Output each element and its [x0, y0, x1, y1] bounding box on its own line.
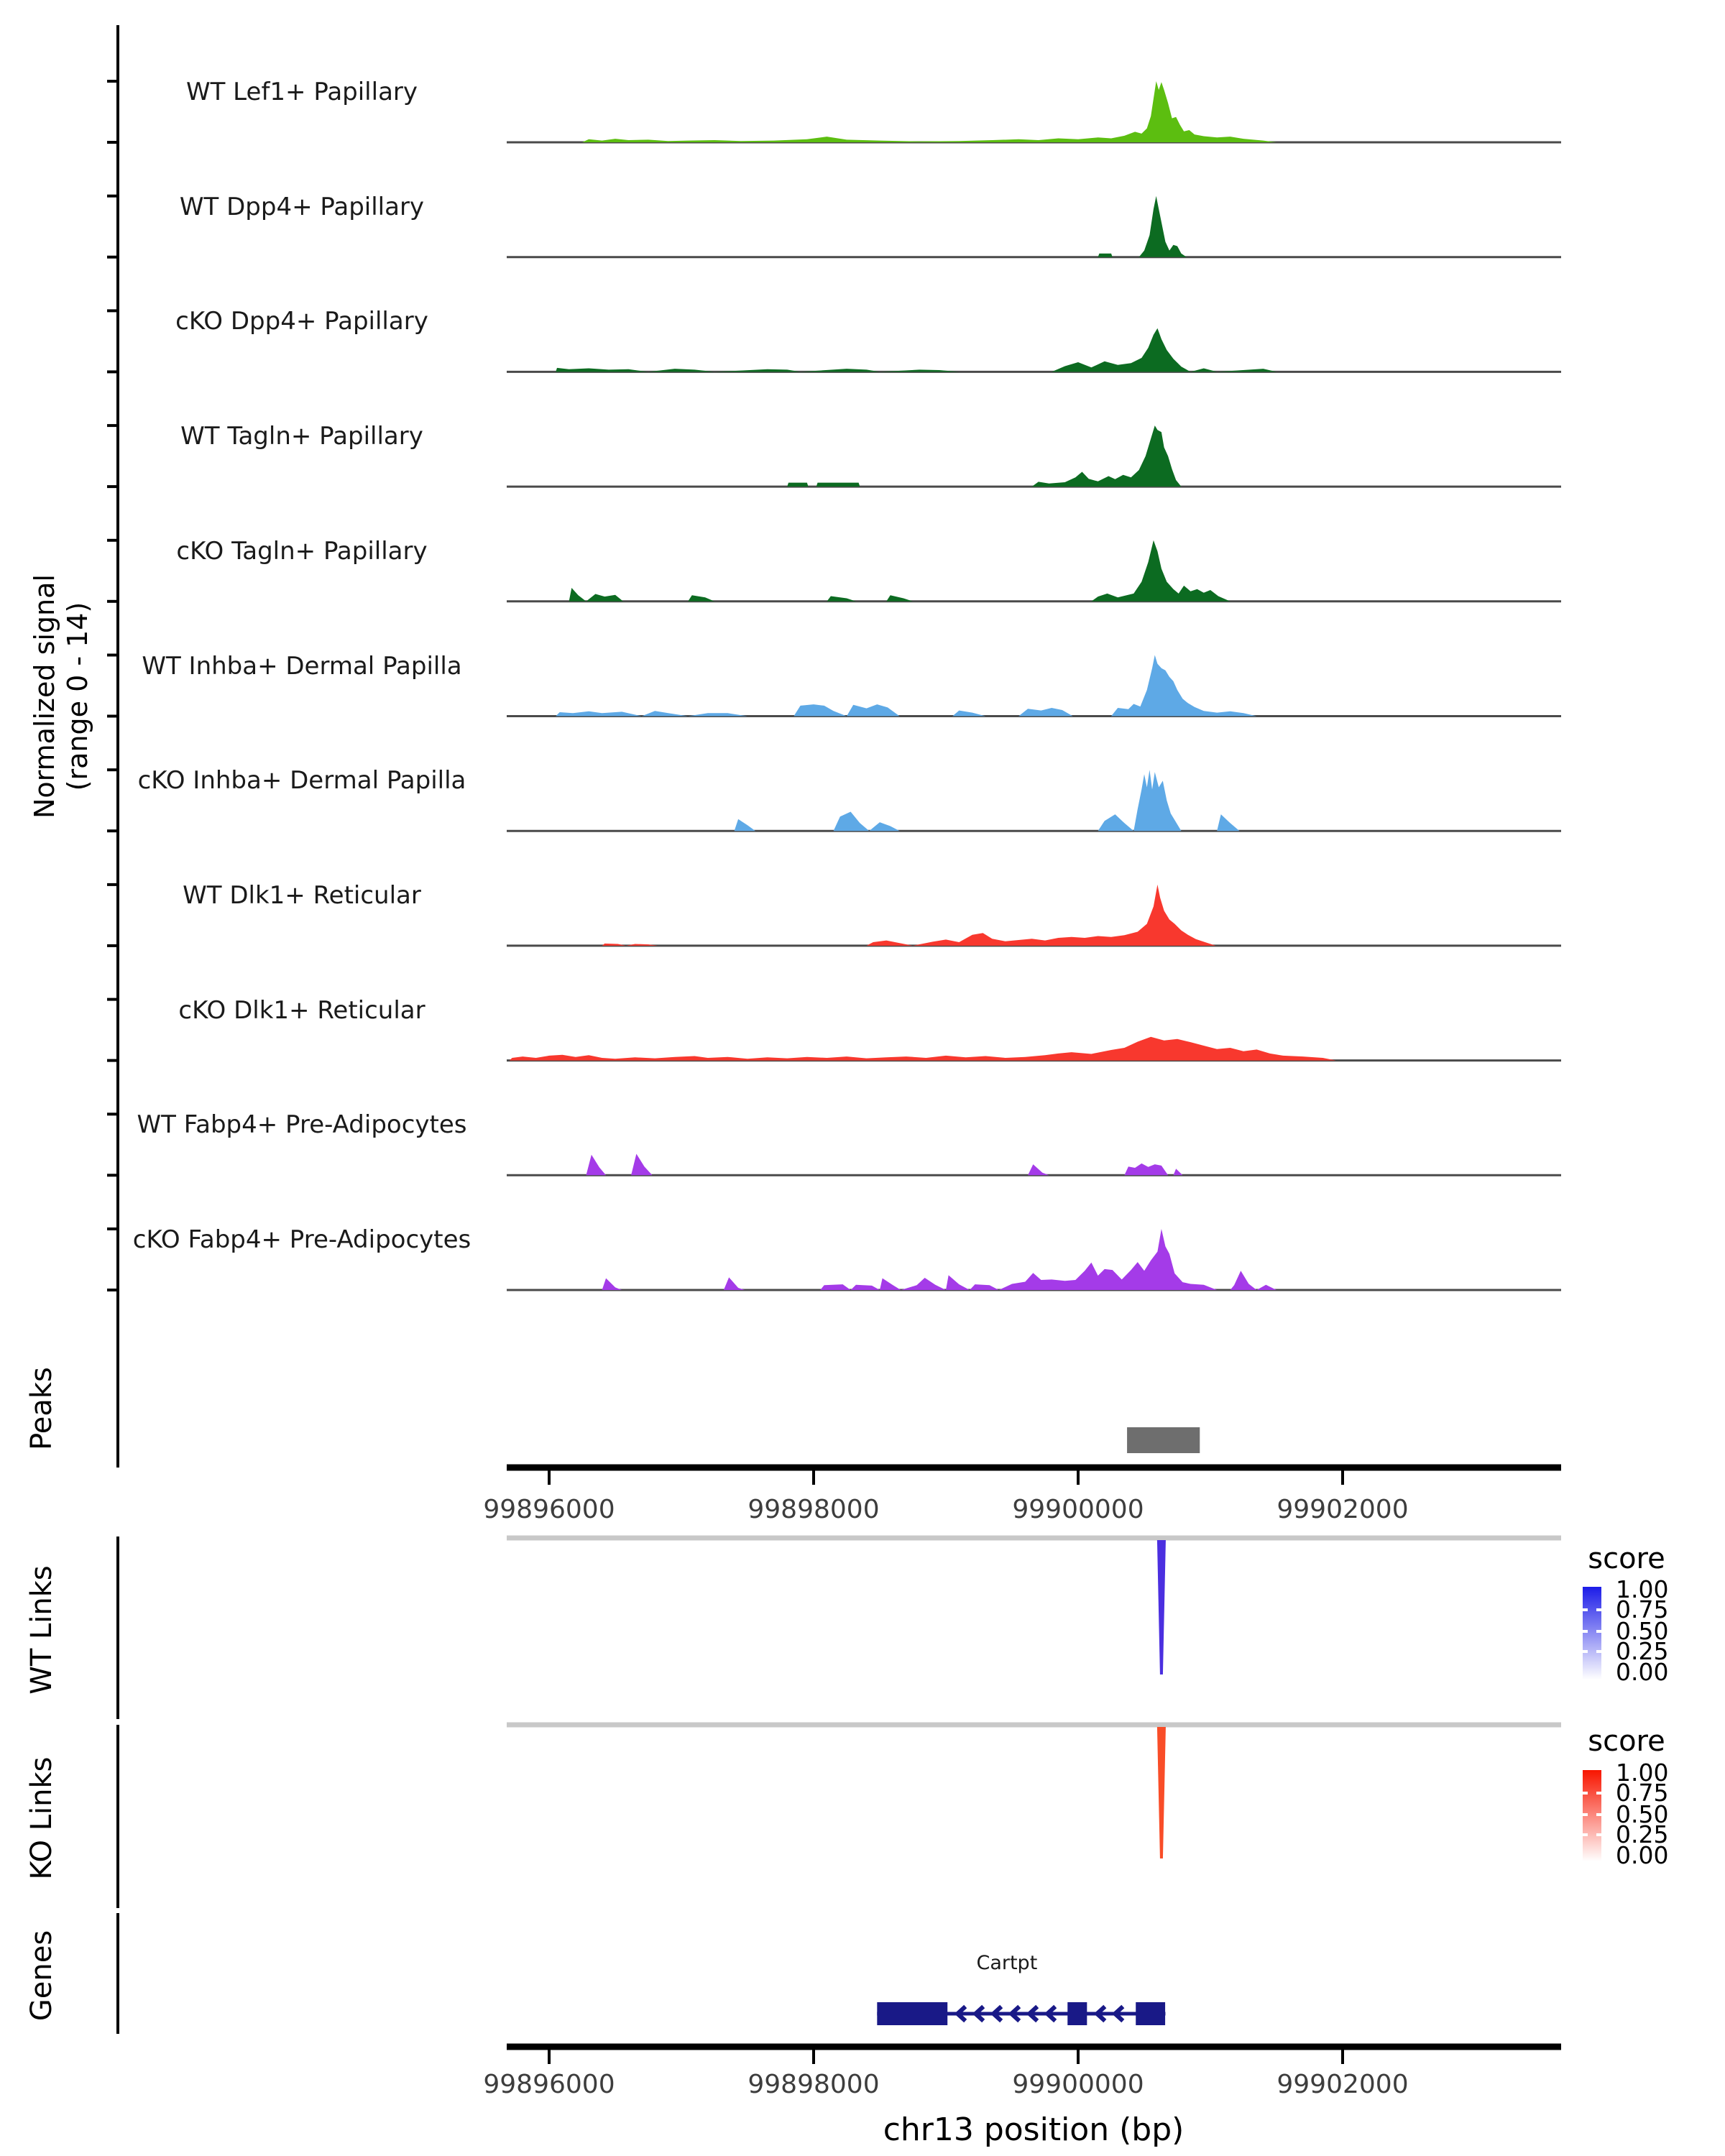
score-legend-tick	[1583, 1608, 1588, 1611]
genome-axis-tick-label: 99902000	[1276, 1495, 1409, 1524]
score-legend-label: 0.75	[1616, 1779, 1669, 1807]
y-axis-title-line1: Normalized signal	[29, 574, 60, 819]
wt-links-section-label: WT Links	[25, 1565, 58, 1695]
coverage-area-1	[582, 81, 1276, 142]
score-legend-tick	[1596, 1608, 1601, 1611]
coverage-area-10	[586, 1154, 1183, 1176]
wt-links-legend-title: score	[1588, 1542, 1665, 1575]
coverage-area-8	[602, 885, 1216, 946]
track-label-2: WT Dpp4+ Papillary	[179, 192, 425, 221]
track-label-6: WT Inhba+ Dermal Papilla	[142, 651, 462, 681]
score-legend-tick	[1596, 1650, 1601, 1653]
link-spike	[1157, 1727, 1166, 1858]
ko-links-legend-title: score	[1588, 1725, 1665, 1758]
coverage-area-11	[602, 1229, 1276, 1290]
genome-axis-tick-label: 99900000	[1012, 2070, 1144, 2099]
track-label-3: cKO Dpp4+ Papillary	[175, 307, 428, 336]
score-legend-label: 1.00	[1616, 1575, 1669, 1603]
score-legend-label: 0.00	[1616, 1658, 1669, 1686]
track-label-7: cKO Inhba+ Dermal Papilla	[137, 766, 466, 796]
genome-axis-tick-label: 99896000	[483, 1495, 615, 1524]
genome-axis-tick-label: 99898000	[748, 2070, 880, 2099]
score-legend-tick	[1596, 1813, 1601, 1816]
track-label-4: WT Tagln+ Papillary	[180, 422, 423, 451]
score-legend-tick	[1596, 1630, 1601, 1633]
track-label-1: WT Lef1+ Papillary	[185, 78, 418, 106]
score-legend-tick	[1583, 1792, 1588, 1795]
coverage-area-4	[787, 425, 1181, 487]
track-label-11: cKO Fabp4+ Pre-Adipocytes	[132, 1225, 472, 1254]
x-axis-title: chr13 position (bp)	[883, 2111, 1184, 2148]
gene-exon	[1136, 2002, 1165, 2025]
genome-axis-tick-label: 99900000	[1012, 1495, 1144, 1524]
score-legend-label: 1.00	[1616, 1759, 1669, 1787]
score-legend-tick	[1596, 1833, 1601, 1836]
coverage-area-5	[569, 540, 1230, 602]
gene-exon	[1067, 2002, 1087, 2025]
coverage-area-6	[556, 655, 1256, 717]
gene-exon	[877, 2002, 947, 2025]
coverage-area-2	[1098, 196, 1187, 257]
genome-axis-tick-label: 99896000	[483, 2070, 615, 2099]
ko-links-section-label: KO Links	[25, 1756, 58, 1880]
track-label-8: WT Dlk1+ Reticular	[183, 880, 421, 910]
score-legend-label: 0.75	[1616, 1595, 1669, 1623]
y-axis-title-line2: (range 0 - 14)	[62, 602, 93, 791]
score-legend-label: 0.25	[1616, 1637, 1669, 1665]
gene-name-label: Cartpt	[976, 1952, 1038, 1974]
link-spike	[1157, 1540, 1166, 1674]
score-legend-label: 0.50	[1616, 1617, 1669, 1645]
score-legend-gradient	[1583, 1587, 1601, 1680]
genes-section-label: Genes	[25, 1930, 58, 2022]
genome-axis-tick-label: 99898000	[748, 1495, 880, 1524]
score-legend-tick	[1583, 1630, 1588, 1633]
coverage-area-3	[556, 328, 1276, 372]
score-legend-tick	[1583, 1813, 1588, 1816]
genome-axis-tick-label: 99902000	[1276, 2070, 1409, 2099]
score-legend-tick	[1596, 1792, 1601, 1795]
coverage-area-7	[735, 770, 1240, 831]
score-legend-label: 0.00	[1616, 1841, 1669, 1869]
track-label-10: WT Fabp4+ Pre-Adipocytes	[137, 1110, 467, 1140]
track-label-5: cKO Tagln+ Papillary	[176, 536, 428, 566]
coverage-area-9	[510, 1037, 1336, 1061]
peak-bar	[1127, 1427, 1200, 1453]
score-legend-label: 0.25	[1616, 1820, 1669, 1848]
score-legend-tick	[1583, 1650, 1588, 1653]
track-label-9: cKO Dlk1+ Reticular	[178, 995, 426, 1025]
peaks-section-label: Peaks	[25, 1367, 58, 1450]
score-legend-tick	[1583, 1833, 1588, 1836]
score-legend-label: 0.50	[1616, 1800, 1669, 1828]
